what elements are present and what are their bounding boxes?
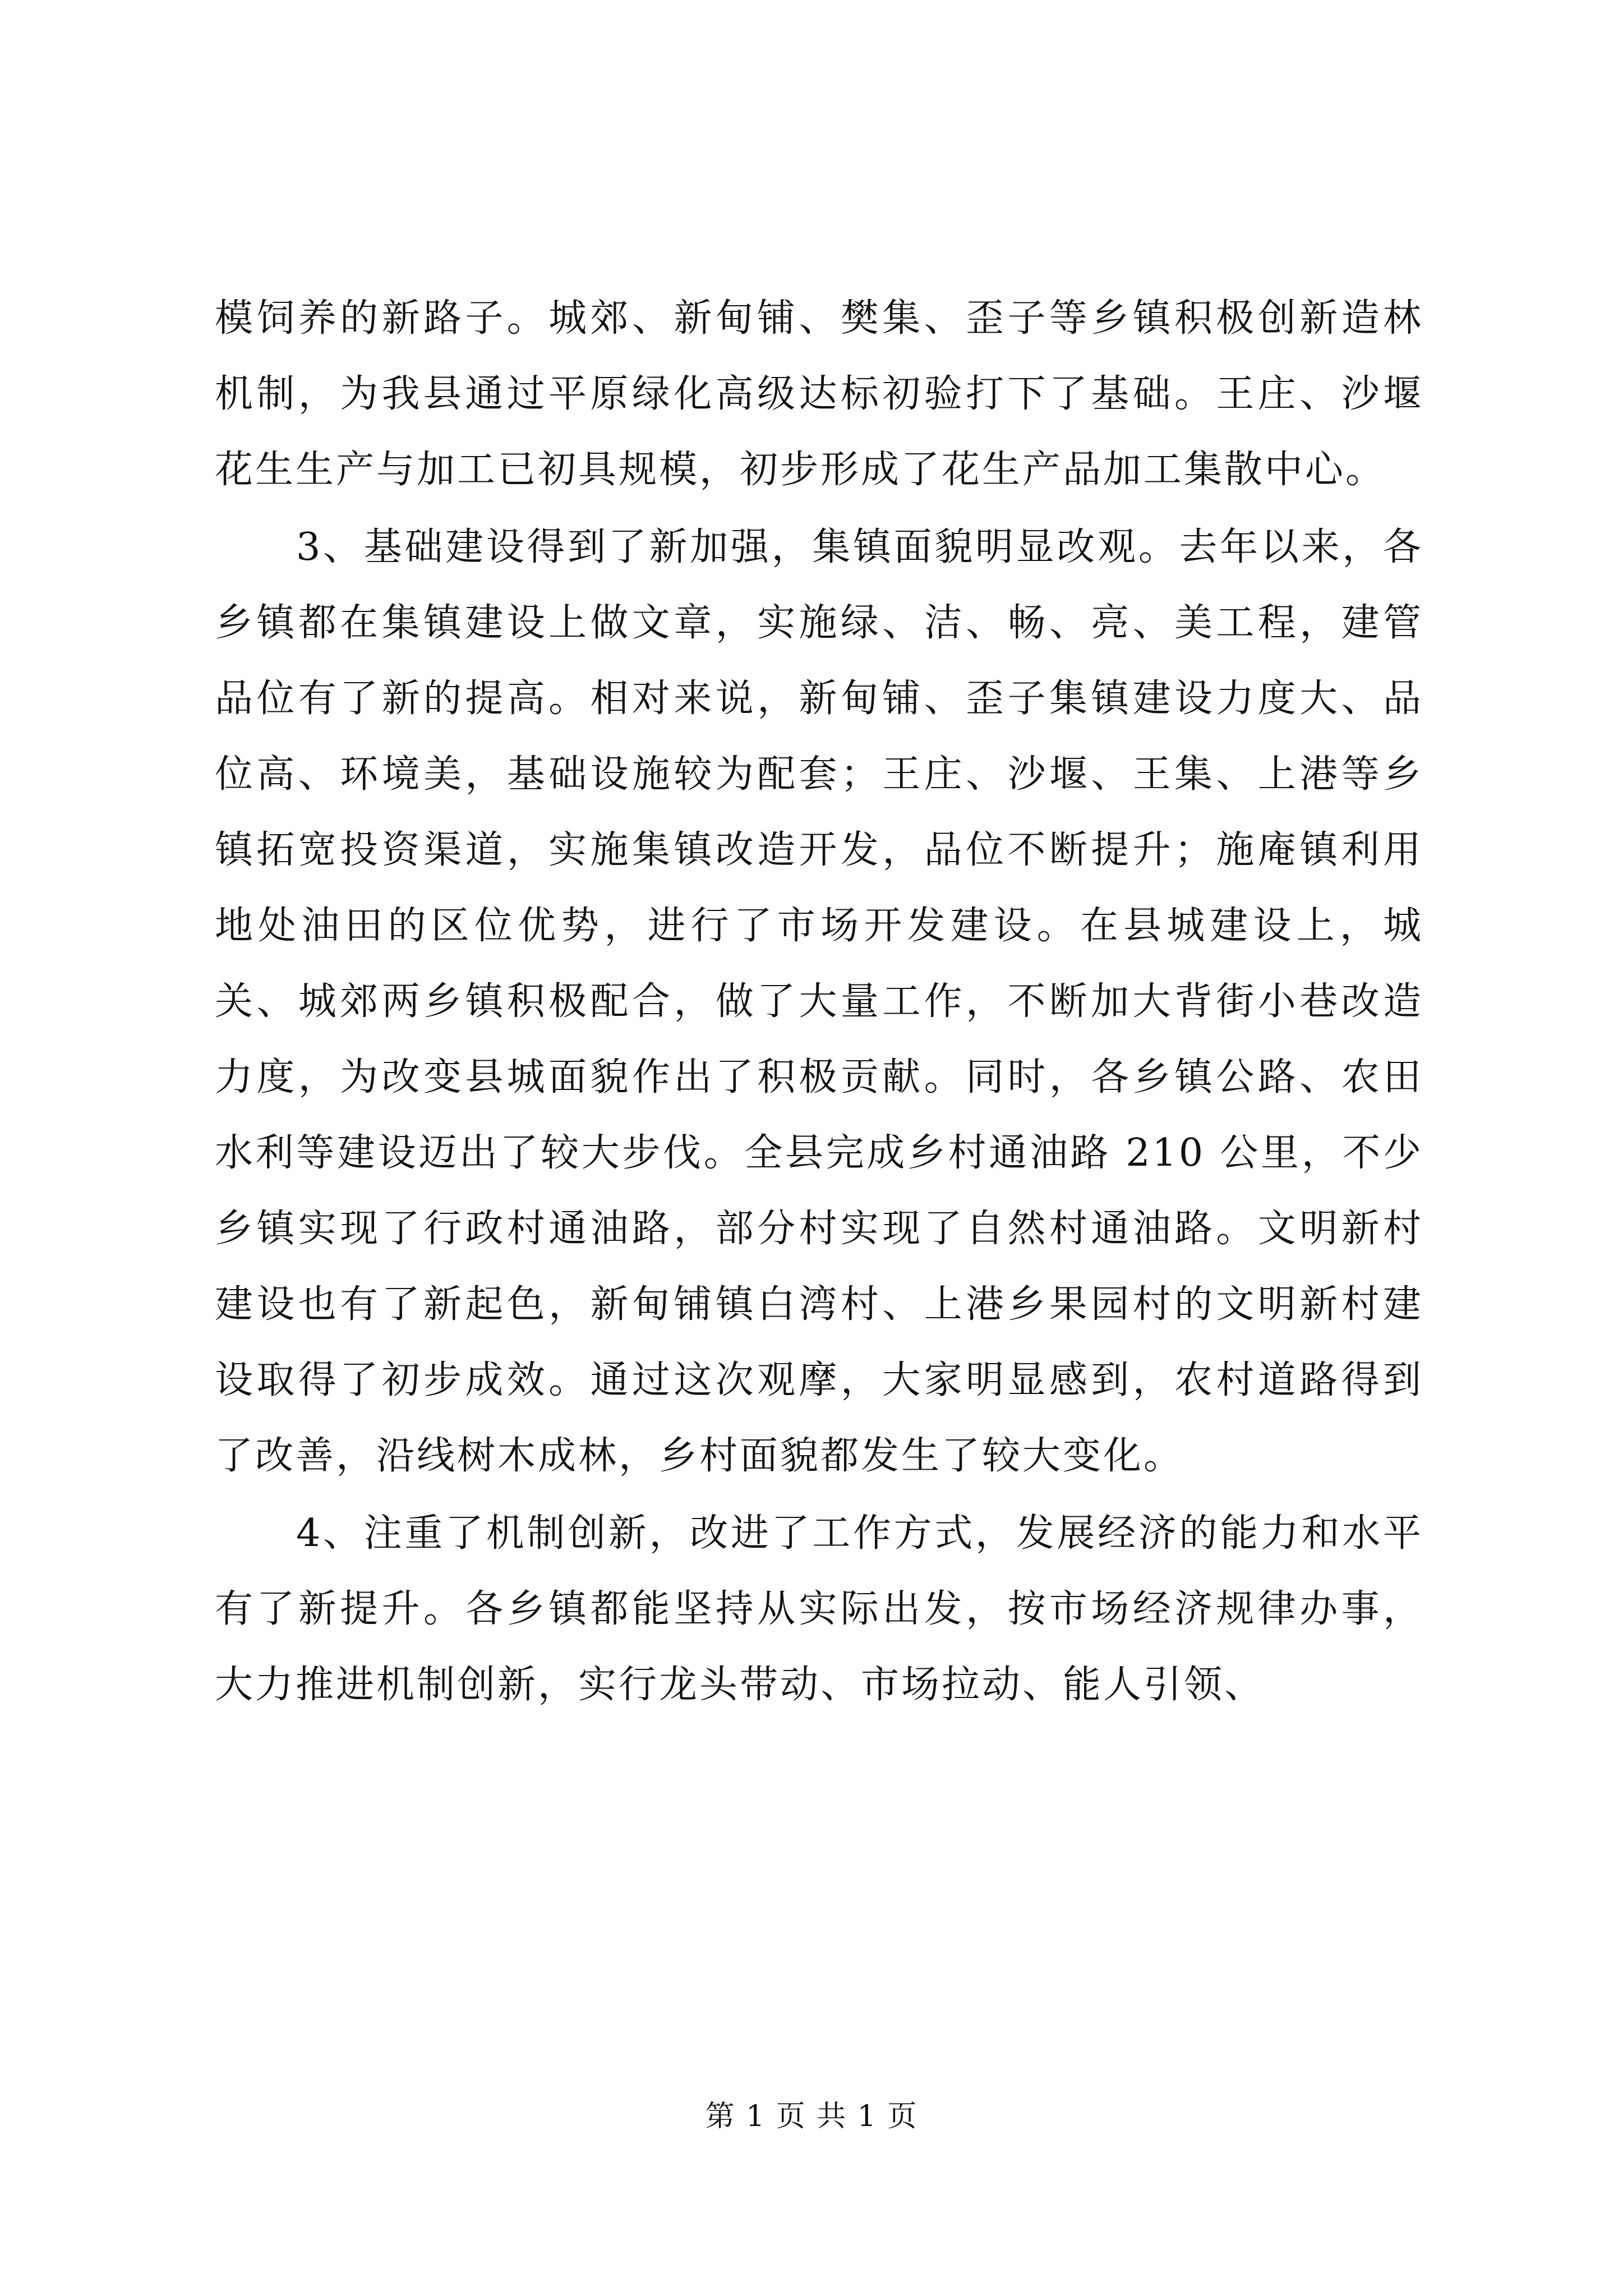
page-footer: 第 1 页 共 1 页 [705, 2100, 918, 2133]
document-body [215, 280, 1423, 1723]
paragraph-mechanism-innovation: 4、注重了机制创新，改进了工作方式，发展经济的能力和水平有了新提升。各乡镇都能坚持从实际出发，按市场经济规律办事，大力推进机制创新，实行龙头带动、市场拉动、能人引领、 [215, 1511, 1423, 1707]
paragraph-continuation: 模饲养的新路子。城郊、新甸铺、樊集、歪子等乡镇积极创新造林机制，为我县通过平原绿化高级达标初验打下了基础。王庄、沙堰花生生产与加工已初具规模，初步形成了花生产品加工集散中心。 [215, 296, 1423, 492]
paragraph-infrastructure: 3、基础建设得到了新加强，集镇面貌明显改观。去年以来，各乡镇都在集镇建设上做文章，实施绿、洁、畅、亮、美工程，建管品位有了新的提高。相对来说，新甸铺、歪子集镇建设力度大、品位高、环境美，基础设施较为配套；王庄、沙堰、王集、上港等乡镇拓宽投资渠道，实施集镇改造开发，品位不断提升；施庵镇利用地处油田的区位优势，进行了市场开发建设。在县城建设上，城关、城郊两乡镇积极配合，做了大量工作，不断加大背街小巷改造力度，为改变县城面貌作出了积极贡献。同时，各乡镇公路、农田水利等建设迈出了较大步伐。全县完成乡村通油路 210 公里，不少乡镇实现了行政村通油路，部分村实现了自然村通油路。文明新村建设也有了新起色，新甸铺镇白湾村、上港乡果园村的文明新村建设取得了初步成效。通过这次观摩，大家明显感到，农村道路得到了改善，沿线树木成林，乡村面貌都发生了较大变化。 [215, 525, 1423, 1478]
